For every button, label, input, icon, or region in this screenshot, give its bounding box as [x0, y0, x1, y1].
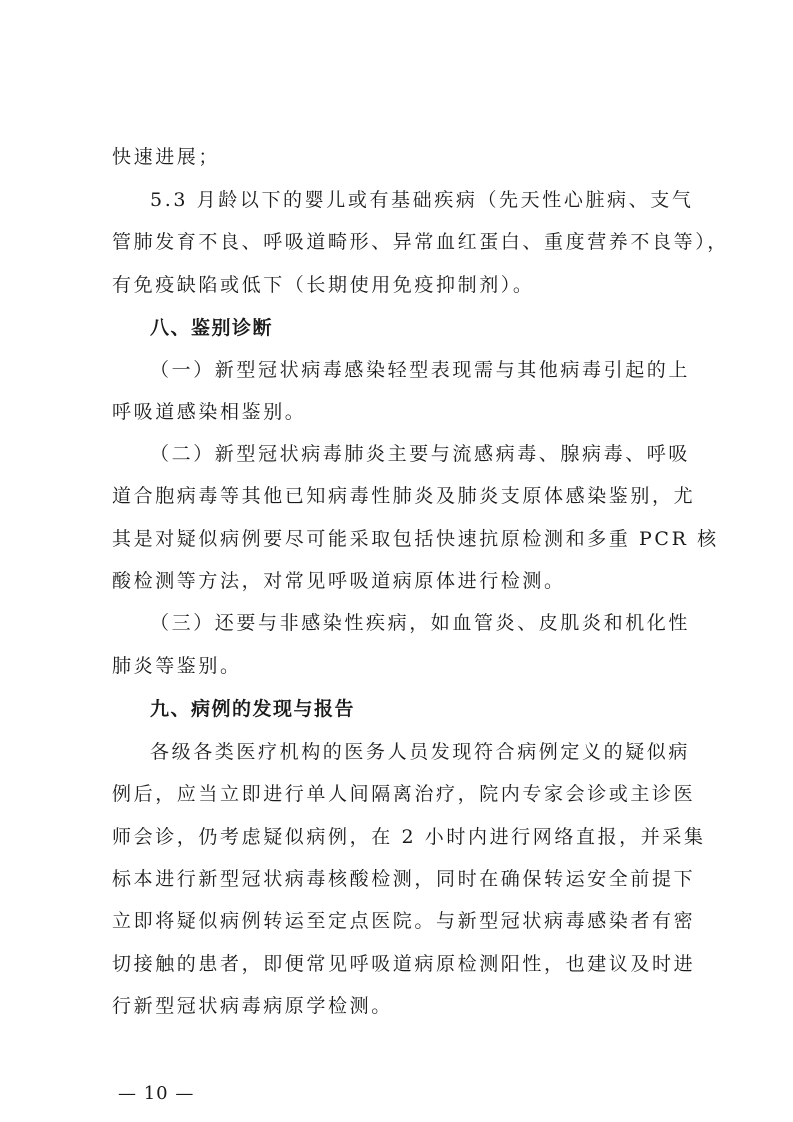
body-line: 呼吸道感染相鉴别。 [112, 401, 307, 423]
body-line: 其是对疑似病例要尽可能采取包括快速抗原检测和多重 PCR 核 [112, 528, 719, 550]
body-line: （二）新型冠状病毒肺炎主要与流感病毒、腺病毒、呼吸 [150, 443, 691, 465]
body-line: （一）新型冠状病毒感染轻型表现需与其他病毒引起的上 [150, 359, 691, 381]
body-line: 管肺发育不良、呼吸道畸形、异常血红蛋白、重度营养不良等）， [112, 231, 729, 253]
body-line: 标本进行新型冠状病毒核酸检测，同时在确保转运安全前提下 [112, 868, 696, 890]
body-line: 5.3 月龄以下的婴儿或有基础疾病（先天性心脏病、支气 [150, 189, 694, 211]
body-line: 各级各类医疗机构的医务人员发现符合病例定义的疑似病 [150, 741, 691, 763]
body-line: （三）还要与非感染性疾病，如血管炎、皮肌炎和机化性 [150, 612, 691, 634]
body-line: 快速进展； [112, 146, 221, 168]
body-line: 酸检测等方法，对常见呼吸道病原体进行检测。 [112, 570, 566, 592]
body-line: 立即将疑似病例转运至定点医院。与新型冠状病毒感染者有密 [112, 910, 696, 932]
body-line: 行新型冠状病毒病原学检测。 [112, 995, 393, 1017]
body-line: 道合胞病毒等其他已知病毒性肺炎及肺炎支原体感染鉴别，尤 [112, 485, 696, 507]
body-line: 例后，应当立即进行单人间隔离治疗，院内专家会诊或主诊医 [112, 783, 696, 805]
body-line: 切接触的患者，即便常见呼吸道病原检测阳性，也建议及时进 [112, 953, 696, 975]
body-line: 师会诊，仍考虑疑似病例，在 2 小时内进行网络直报，并采集 [112, 826, 706, 848]
body-line: 有免疫缺陷或低下（长期使用免疫抑制剂）。 [112, 274, 535, 296]
section-heading: 九、病例的发现与报告 [150, 698, 356, 720]
section-heading: 八、鉴别诊断 [150, 317, 274, 339]
body-line: 肺炎等鉴别。 [112, 655, 242, 677]
page-number: — 10 — [118, 1083, 195, 1104]
